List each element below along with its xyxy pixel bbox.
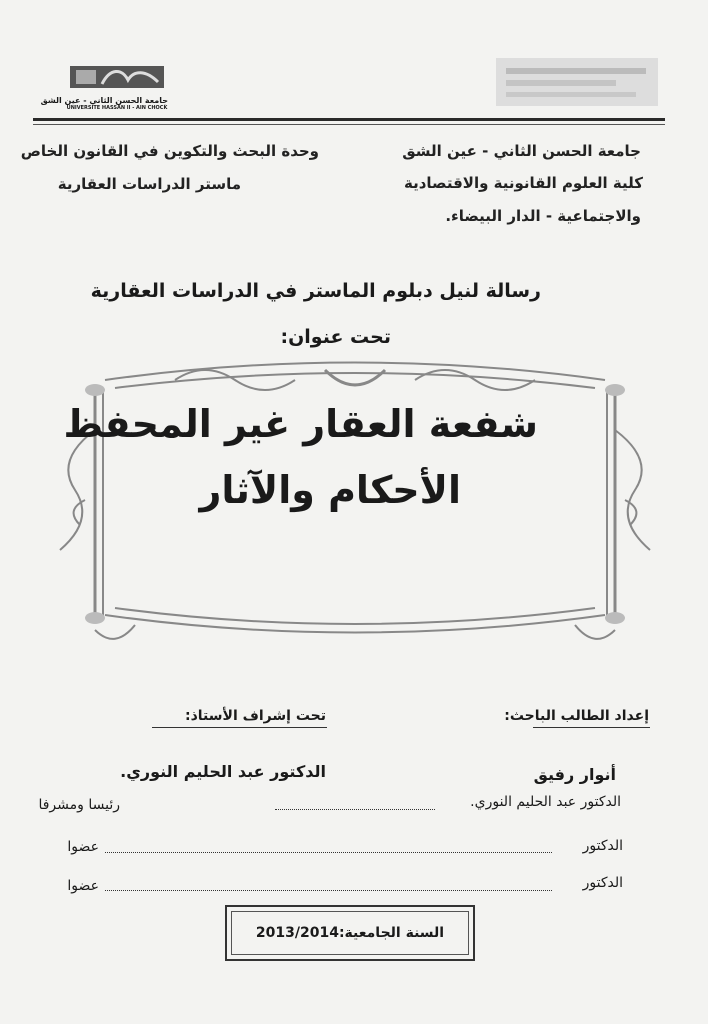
committee-dots bbox=[105, 851, 552, 853]
student-label-underline bbox=[533, 727, 650, 728]
under-title-label: تحت عنوان: bbox=[280, 326, 391, 348]
header-left-line-2: ماستر الدراسات العقارية bbox=[57, 175, 241, 193]
academic-year-box bbox=[225, 905, 475, 961]
student-label: إعداد الطالب الباحث: bbox=[504, 708, 649, 724]
committee-dots bbox=[105, 889, 552, 891]
header-left-line-1: وحدة البحث والتكوين في القانون الخاص bbox=[20, 142, 319, 160]
supervisor-label: تحت إشراف الأستاذ: bbox=[185, 708, 326, 724]
supervisor-name: الدكتور عبد الحليم النوري. bbox=[120, 762, 326, 781]
committee-dots bbox=[275, 808, 435, 810]
thesis-title-line-1: شفعة العقار غير المحفظ bbox=[63, 402, 538, 446]
thesis-title-line-2: الأحكام والآثار bbox=[199, 468, 461, 512]
supervisor-label-underline bbox=[152, 727, 327, 728]
university-logo bbox=[40, 62, 168, 114]
thesis-purpose: رسالة لنيل دبلوم الماستر في الدراسات العقارية bbox=[90, 280, 541, 302]
header-right-line-2: كلية العلوم القانونية والاقتصادية bbox=[403, 174, 643, 192]
committee-member-name: الدكتور عبد الحليم النوري. bbox=[470, 794, 621, 810]
committee-member-name: الدكتور bbox=[582, 838, 623, 854]
committee-member-role: رئيسا ومشرفا bbox=[38, 797, 120, 813]
student-name: أنوار رفيق bbox=[533, 765, 616, 784]
committee-member-role: عضوا bbox=[67, 839, 99, 855]
scan-mark bbox=[496, 58, 658, 106]
logo-emblem-icon bbox=[66, 62, 168, 92]
header-right-line-1: جامعة الحسن الثاني - عين الشق bbox=[402, 142, 641, 160]
academic-year: السنة الجامعية:2013/2014 bbox=[231, 911, 469, 955]
logo-arabic-text: جامعة الحسن الثاني - عين الشق bbox=[40, 96, 168, 105]
committee-member-name: الدكتور bbox=[582, 875, 623, 891]
committee-member-role: عضوا bbox=[67, 878, 99, 894]
header-right-line-3: والاجتماعية - الدار البيضاء. bbox=[445, 207, 641, 225]
header-rule bbox=[33, 118, 665, 121]
logo-latin-text: UNIVERSITE HASSAN II - AIN CHOCK bbox=[66, 105, 168, 111]
header-rule-thin bbox=[33, 124, 665, 125]
